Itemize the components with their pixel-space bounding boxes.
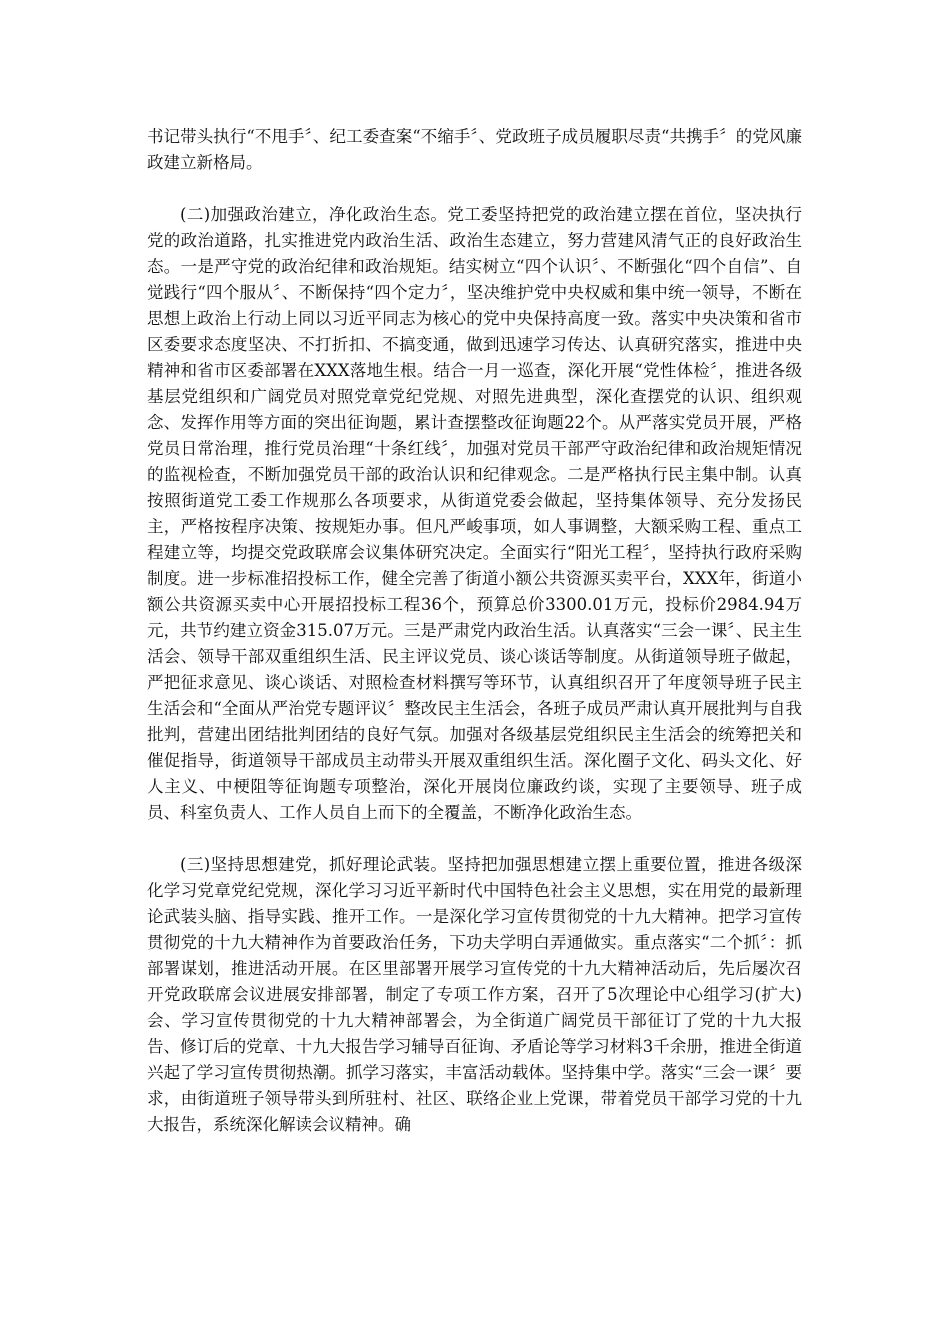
paragraph-continuation: 书记带头执行“不甩手〞、纪工委查案“不缩手〞、党政班子成员履职尽责“共携手〞的党风廉政建立新格局。 xyxy=(147,127,802,172)
paragraph-section-2: (二)加强政治建立，净化政治生态。党工委坚持把党的政治建立摆在首位，坚决执行党的政治道路，扎实推进党内政治生活、政治生态建立，努力营建风清气正的良好政治生态。一是严守党的政治纪律和政治规矩。结实树立“四个认识〞、不断强化“四个自信”、自觉践行“四个服从〞、不断保持“四个定力〞，坚决维护党中央权威和集中统一领导，不断在思想上政治上行动上同以习近平同志为核心的党中央保持高度一致。落实中央决策和省市区委要求态度坚决、不打折扣、不搞变通，做到迅速学习传达、认真研究落实，推进中央精神和省市区委部署在XXX落地生根。结合一月一巡查，深化开展“党性体检〞，推进各级基层党组织和广阔党员对照党章党纪党规、对照先进典型，深化查摆党的认识、组织观念、发挥作用等方面的突出征询题，累计查摆整改征询题22个。从严落实党员开展，严格党员日常治理，推行党员治理“十条红线〞，加强对党员干部严守政治纪律和政治规矩情况的监视检查，不断加强党员干部的政治认识和纪律观念。二是严格执行民主集中制。认真按照街道党工委工作规那么各项要求，从街道党委会做起，坚持集体领导、充分发扬民主，严格按程序决策、按规矩办事。但凡严峻事项，如人事调整，大额采购工程、重点工程建立等，均提交党政联席会议集体研究决定。全面实行“阳光工程〞，坚持执行政府采购制度。进一步标准招投标工作，健全完善了街道小额公共资源买卖平台，XXX年，街道小额公共资源买卖中心开展招投标工程36个，预算总价3300.01万元，投标价2984.94万元，共节约建立资金315.07万元。三是严肃党内政治生活。认真落实“三会一课〞、民主生活会、领导干部双重组织生活、民主评议党员、谈心谈话等制度。从街道领导班子做起，严把征求意见、谈心谈话、对照检查材料撰写等环节，认真组织召开了年度领导班子民主生活会和“全面从严治党专题评议〞整改民主生活会，各班子成员严肃认真开展批判与自我批判，营建出团结批判团结的良好气氛。加强对各级基层党组织民主生活会的统筹把关和催促指导，街道领导干部成员主动带头开展双重组织生活。深化圈子文化、码头文化、好人主义、中梗阻等征询题专项整治，深化开展岗位廉政约谈，实现了主要领导、班子成员、科室负责人、工作人员自上而下的全覆盖，不断净化政治生态。 xyxy=(147,205,802,822)
paragraph-section-3: (三)坚持思想建党，抓好理论武装。坚持把加强思想建立摆上重要位置，推进各级深化学习党章党纪党规，深化学习习近平新时代中国特色社会主义思想，实在用党的最新理论武装头脑、指导实践、推开工作。一是深化学习宣传贯彻党的十九大精神。把学习宣传贯彻党的十九大精神作为首要政治任务，下功夫学明白弄通做实。重点落实“二个抓〞：抓部署谋划，推进活动开展。在区里部署开展学习宣传党的十九大精神活动后，先后屡次召开党政联席会议进展安排部署，制定了专项工作方案，召开了5次理论中心组学习(扩大)会、学习宣传贯彻党的十九大精神部署会，为全街道广阔党员干部征订了党的十九大报告、修订后的党章、十九大报告学习辅导百征询、矛盾论等学习材料3千余册，推进全街道兴起了学习宣传贯彻热潮。抓学习落实，丰富活动载体。坚持集中学。落实“三会一课〞要求，由街道班子领导带头到所驻村、社区、联络企业上党课，带着党员干部学习党的十九大报告，系统深化解读会议精神。确 xyxy=(147,855,802,1134)
document-page xyxy=(147,124,802,1164)
